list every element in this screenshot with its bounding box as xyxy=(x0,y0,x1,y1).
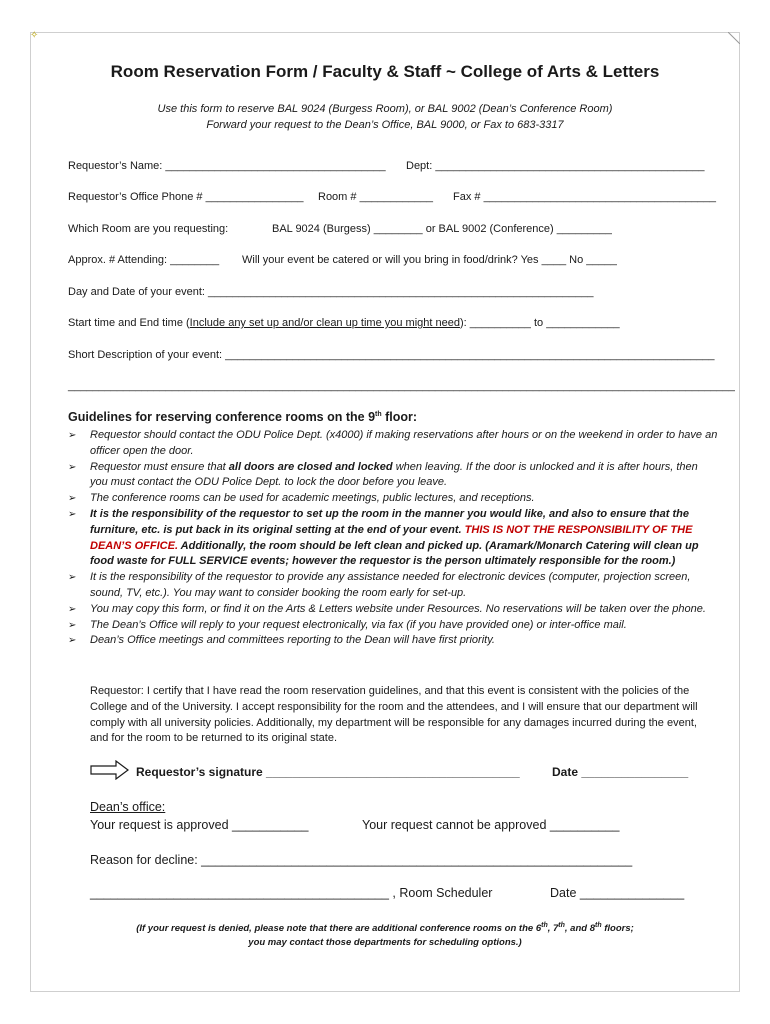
short-description-field[interactable]: Short Description of your event: ________________________________________________________________________________ xyxy=(68,349,715,361)
guidelines-list xyxy=(68,428,718,649)
guideline-item: ➢ The Dean’s Office will reply to your request electronically, via fax (if you have provided one) or inter-office mail. xyxy=(68,618,718,634)
arrow-bullet-icon: ➢ xyxy=(68,430,77,441)
arrow-bullet-icon: ➢ xyxy=(68,508,77,520)
form-subtitle-1: Use this form to reserve BAL 9024 (Burgess Room), or BAL 9002 (Dean’s Conference Room) xyxy=(157,103,613,115)
guideline-item: ➢ The conference rooms can be used for academic meetings, public lectures, and receptions. xyxy=(68,491,718,507)
catered-field[interactable]: Will your event be catered or will you bring in food/drink? Yes ____ No _____ xyxy=(242,254,617,266)
deans-office-heading: Dean’s office: xyxy=(90,800,166,814)
room-number-field[interactable]: Room # ____________ xyxy=(318,191,433,203)
arrow-bullet-icon: ➢ xyxy=(68,619,77,631)
requestor-name-field[interactable]: Requestor’s Name: ____________________________________ xyxy=(68,160,386,172)
which-room-label: Which Room are you requesting: xyxy=(68,223,229,235)
corner-marker-icon: ✧ xyxy=(30,30,39,41)
day-date-field[interactable]: Day and Date of your event: _______________________________________________________________ xyxy=(68,286,594,298)
footer-note-line-2: you may contact those departments for scheduling options.) xyxy=(248,937,522,948)
arrow-bullet-icon: ➢ xyxy=(68,461,77,473)
guideline-item: ➢ Requestor must ensure that all doors are closed and locked when leaving. If the door is unlocked and it is after hours, then you must contact the ODU Police Dept. to lock the door before you leave. xyxy=(68,460,698,489)
guideline-item: ➢ You may copy this form, or find it on the Arts & Letters website under Resources. No reservations will be taken over the phone. xyxy=(68,602,718,618)
arrow-bullet-icon: ➢ xyxy=(68,603,77,615)
office-phone-field[interactable]: Requestor’s Office Phone # ________________ xyxy=(68,191,304,203)
guideline-item: ➢ Requestor should contact the ODU Police Dept. (x4000) if making reservations after hours or on the weekend in order to have an officer open the door. xyxy=(68,429,718,457)
fax-field[interactable]: Fax # ______________________________________ xyxy=(453,191,717,203)
room-choice-field[interactable]: BAL 9024 (Burgess) ________ or BAL 9002 (Conference) _________ xyxy=(272,223,612,235)
guideline-item: ➢ It is the responsibility of the requestor to provide any assistance needed for electronic devices (computer, projection screen, sound, TV, etc.). You may want to consider booking the room early for set-up. xyxy=(68,571,691,599)
approved-field[interactable]: Your request is approved ___________ xyxy=(90,818,309,832)
decline-reason-field[interactable]: Reason for decline: ______________________________________________________________ xyxy=(90,853,633,867)
scheduler-date-field[interactable]: Date _______________ xyxy=(550,886,685,900)
start-end-hint: Include any set up and/or clean up time you might need xyxy=(189,317,460,329)
page-fold-icon xyxy=(728,32,740,44)
dept-field[interactable]: Dept: ____________________________________________ xyxy=(406,160,705,172)
arrow-bullet-icon: ➢ xyxy=(68,572,77,584)
guideline-item: ➢ Dean’s Office meetings and committees reporting to the Dean will have first priority. xyxy=(68,633,718,649)
requestor-signature-field[interactable]: Requestor’s signature ______________________________________ xyxy=(136,765,520,779)
start-end-time-field[interactable] xyxy=(68,317,620,329)
certification-text: Requestor: I certify that I have read the room reservation guidelines, and that this event is consistent with the policies of the College and of the University. I accept responsibility for the room and the attendees, and I will ensure that our department will comply with all university policies. Additionally, my department will be responsible for any damages incurred during the event, and for the room to be returned to its original state. xyxy=(90,685,698,745)
signature-date-field[interactable]: Date ________________ xyxy=(552,765,689,779)
start-end-suffix: ): __________ to ____________ xyxy=(459,317,620,329)
arrow-bullet-icon: ➢ xyxy=(68,635,77,647)
footer-note-line-1: (If your request is denied, please note that there are additional conference rooms on the 6th, 7th, and 8th floors; xyxy=(136,922,634,935)
not-approved-field[interactable]: Your request cannot be approved __________ xyxy=(362,818,620,832)
responsibility-warning: THIS IS NOT THE RESPONSIBILITY OF THE DEAN’S OFFICE. xyxy=(90,523,693,552)
description-continuation-line[interactable]: _____________________________________________________________________________________________________________ xyxy=(68,380,735,392)
attending-field[interactable]: Approx. # Attending: ________ xyxy=(68,254,220,266)
room-scheduler-field[interactable]: ___________________________________________ , Room Scheduler xyxy=(90,886,493,900)
form-title: Room Reservation Form / Faculty & Staff ~ College of Arts & Letters xyxy=(110,62,660,81)
guidelines-heading: Guidelines for reserving conference rooms on the 9th floor: xyxy=(68,410,418,424)
arrow-bullet-icon: ➢ xyxy=(68,493,77,505)
form-subtitle-2: Forward your request to the Dean’s Office, BAL 9000, or Fax to 683-3317 xyxy=(206,119,564,131)
guideline-item: ➢ It is the responsibility of the requestor to set up the room in the manner you would like, and also to ensure that the furniture, etc. is put back in its original setting at the end of your event. THIS IS NOT THE RESPONSIBILITY OF THE DEAN’S OFFICE. Additionally, the room should be left clean and picked up. (Aramark/Monarch Catering will clean up food waste for FULL SERVICE events; however the requestor is the person ultimately responsible for the room.) xyxy=(68,507,699,568)
right-arrow-icon xyxy=(90,760,130,780)
start-end-prefix: Start time and End time ( xyxy=(68,317,190,329)
